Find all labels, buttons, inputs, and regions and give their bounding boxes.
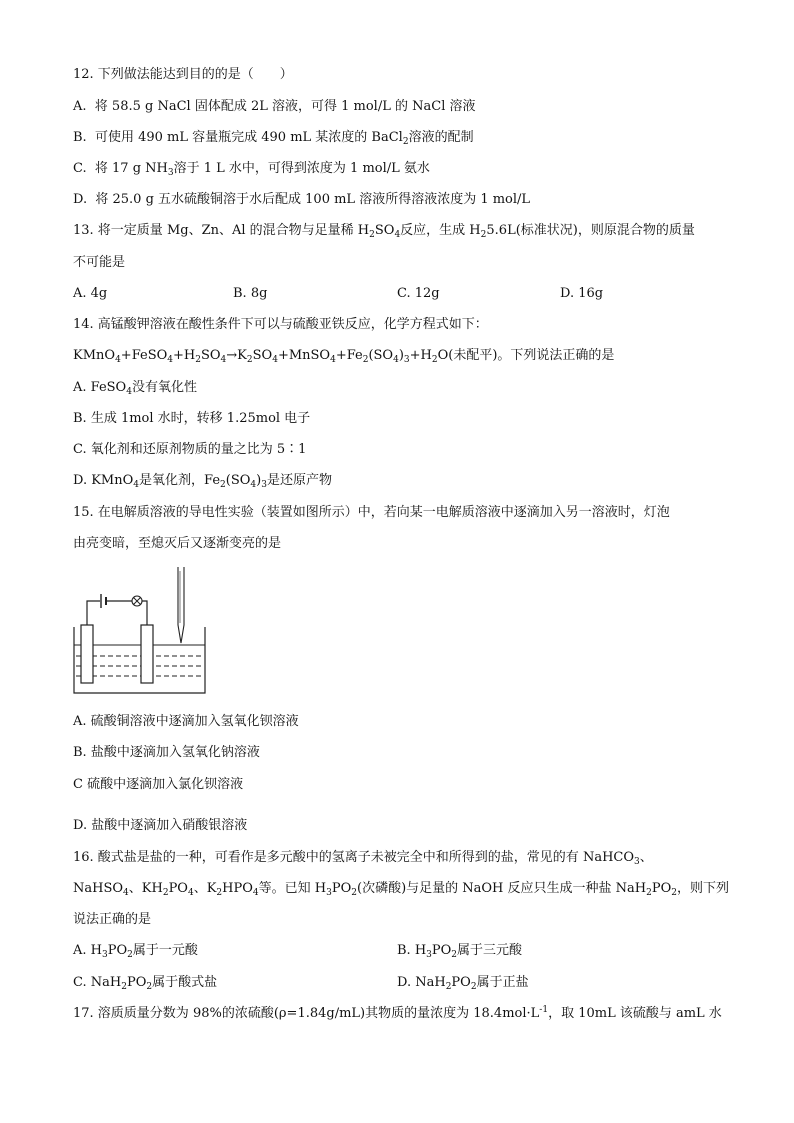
- wire-right: [142, 601, 147, 625]
- q16-option-a: A. $H_3PO_2$属于一元酸: [73, 943, 198, 960]
- q13-options: [73, 285, 733, 303]
- q16-stem-line2: NaHSO$_4$、$KH_2PO_4$、$K_2HPO_4$等。已知 $H_3PO_2$(次磷酸)与足量的 NaOH 反应只生成一种盐 $NaH_2PO_2$，则下列: [73, 881, 730, 898]
- q15-option-d: D. 盐酸中逐滴加入硝酸银溶液: [73, 818, 248, 833]
- q13-option-d: D. 16g: [560, 286, 604, 301]
- q12-option-a: A. 将 58.5 g NaCl 固体配成 2L 溶液，可得 1 mol/L 的 NaCl 溶液: [73, 99, 476, 114]
- beaker: [74, 627, 205, 693]
- q14-option-c: C. 氧化剂和还原剂物质的量之比为 5∶1: [73, 442, 307, 457]
- conductivity-apparatus-diagram: [70, 565, 210, 695]
- q13-option-a: A. 4g: [73, 286, 108, 301]
- q15-option-a: A. 硫酸铜溶液中逐滴加入氢氧化钡溶液: [73, 714, 299, 729]
- q13-stem-line2: 不可能是: [73, 255, 126, 270]
- q12-option-d: D. 将 25.0 g 五水硫酸铜溶于水后配成 100 mL 溶液所得溶液浓度为 1 mol/L: [73, 192, 531, 207]
- q15-option-c: C 硫酸中逐滴加入氯化钡溶液: [73, 777, 244, 792]
- q15-stem-line2: 由亮变暗，至熄灭后又逐渐变亮的是: [73, 536, 282, 551]
- q14-option-a: A. FeSO$_4$没有氧化性: [73, 380, 197, 397]
- q15-option-b: B. 盐酸中逐滴加入氢氧化钠溶液: [73, 745, 260, 760]
- q12-stem: 12. 下列做法能达到目的的是（ ）: [73, 67, 293, 82]
- q14-stem: 14. 高锰酸钾溶液在酸性条件下可以与硫酸亚铁反应，化学方程式如下：: [73, 317, 488, 332]
- q16-option-b: B. $H_3PO_2$属于三元酸: [397, 943, 523, 960]
- q16-stem-line3: 说法正确的是: [73, 912, 152, 927]
- q14-equation: $KMnO_4+FeSO_4+H_2SO_4\to K_2SO_4+MnSO_4+Fe_2(SO_4)_3+H_2O$(未配平)。下列说法正确的是: [73, 348, 615, 365]
- electrode-left: [81, 625, 93, 683]
- q16-option-d: D. $NaH_2PO_2$属于正盐: [397, 975, 529, 992]
- q16-stem-line1: 16. 酸式盐是盐的一种，可看作是多元酸中的氢离子未被完全中和所得到的盐，常见的有 NaHCO$_3$、: [73, 850, 653, 867]
- dropper-icon: [178, 567, 184, 643]
- q12-option-b: B. 可使用 490 mL 容量瓶完成 490 mL 某浓度的 BaCl$_2$溶液的配制: [73, 130, 474, 147]
- q13-option-c: C. 12g: [397, 286, 440, 301]
- q13-option-b: B. 8g: [233, 286, 268, 301]
- q17-stem: 17. 溶质质量分数为 98%的浓硫酸(ρ=1.84g/mL)其物质的量浓度为 $18.4mol\cdot L^{-1}$，取 10mL 该硫酸与 amL 水: [73, 1005, 722, 1021]
- wire-left: [87, 601, 100, 625]
- q14-option-b: B. 生成 1mol 水时，转移 1.25mol 电子: [73, 411, 311, 426]
- q15-stem: 15. 在电解质溶液的导电性实验（装置如图所示）中，若向某一电解质溶液中逐滴加入另一溶液时，灯泡: [73, 505, 670, 520]
- q16-options-row2: [73, 974, 733, 992]
- electrode-right: [141, 625, 153, 683]
- q13-stem: 13. 将一定质量 Mg、Zn、Al 的混合物与足量稀 $H_2SO_4$反应，生成 $H_25.6L$(标准状况)，则原混合物的质量: [73, 223, 695, 240]
- q12-option-c: C. 将 17 g $NH_3$溶于 1 L 水中，可得到浓度为 1 mol/L 氨水: [73, 161, 430, 178]
- q16-options-row1: [73, 942, 733, 960]
- q16-option-c: C. $NaH_2PO_2$属于酸式盐: [73, 975, 218, 992]
- q14-option-d: D. KMnO$_4$是氧化剂，$Fe_2(SO_4)_3$是还原产物: [73, 473, 332, 490]
